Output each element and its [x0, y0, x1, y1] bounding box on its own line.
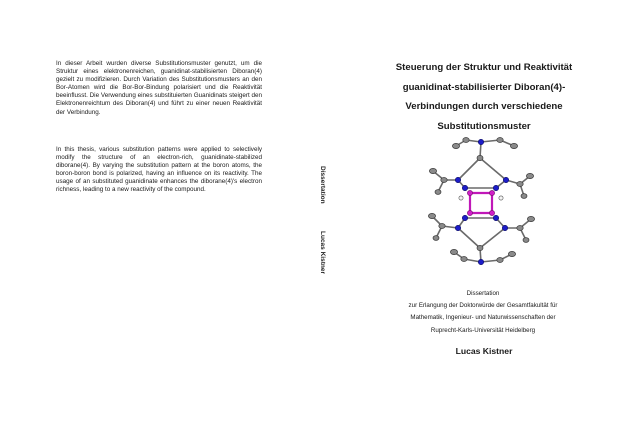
title-line: guanidinat-stabilisierter Diboran(4)-	[402, 81, 566, 93]
dissertation-description	[365, 288, 601, 337]
boron-atoms	[467, 190, 494, 215]
spine-author: Lucas Kistner	[319, 230, 326, 274]
molecular-structure-image	[412, 132, 546, 270]
title-line: Substitutionsmuster	[437, 120, 531, 132]
boron-boron-bonds	[470, 193, 492, 213]
abstract-german: In dieser Arbeit wurden diverse Substitutionsmuster genutzt, um die Struktur eines elektronenreichen, guanidinat-stabilisierten Diboran(4) gezielt zu modifizieren. Durch Variation des Substitutionsmusters an den Bor-Atomen wird die Bor-Bor-Bindung polarisiert und die Reaktivität beeinflusst. Die Verwendung eines substituierten Guanidinats steigert den Elektronenreichtum des Diboran(4) und führt zu einer neuen Reaktivität der Verbindung.	[56, 60, 262, 116]
description-line: Ruprecht-Karls-Universität Heidelberg	[430, 326, 536, 334]
title-line: Verbindungen durch verschiedene	[405, 101, 563, 112]
description-line: Dissertation	[466, 290, 500, 297]
carbon-atoms	[428, 138, 534, 263]
author-name: Lucas Kistner	[455, 346, 513, 356]
description-line: Mathematik, Ingenieur- und Naturwissenschaften der	[410, 314, 556, 322]
thesis-title	[384, 58, 584, 136]
abstract-english: In this thesis, various substitution patterns were applied to selectively modify the structure of an electron-rich, guanidinate-stabilized diborane(4). By varying the substitution pattern at the boron atoms, the boron-boron bond is polarized, having an influence on its reactivity. The usage of an substituted guanidinate enhances the diborane(4)'s electron richness, leading to a new reactivity of the compound.	[56, 146, 262, 194]
title-line: Steuerung der Struktur und Reaktivität	[395, 62, 573, 73]
description-line: zur Erlangung der Doktorwürde der Gesamtfakultät für	[408, 302, 558, 310]
hydrogen-atoms	[459, 196, 503, 200]
spine-title: Dissertation	[319, 166, 326, 204]
